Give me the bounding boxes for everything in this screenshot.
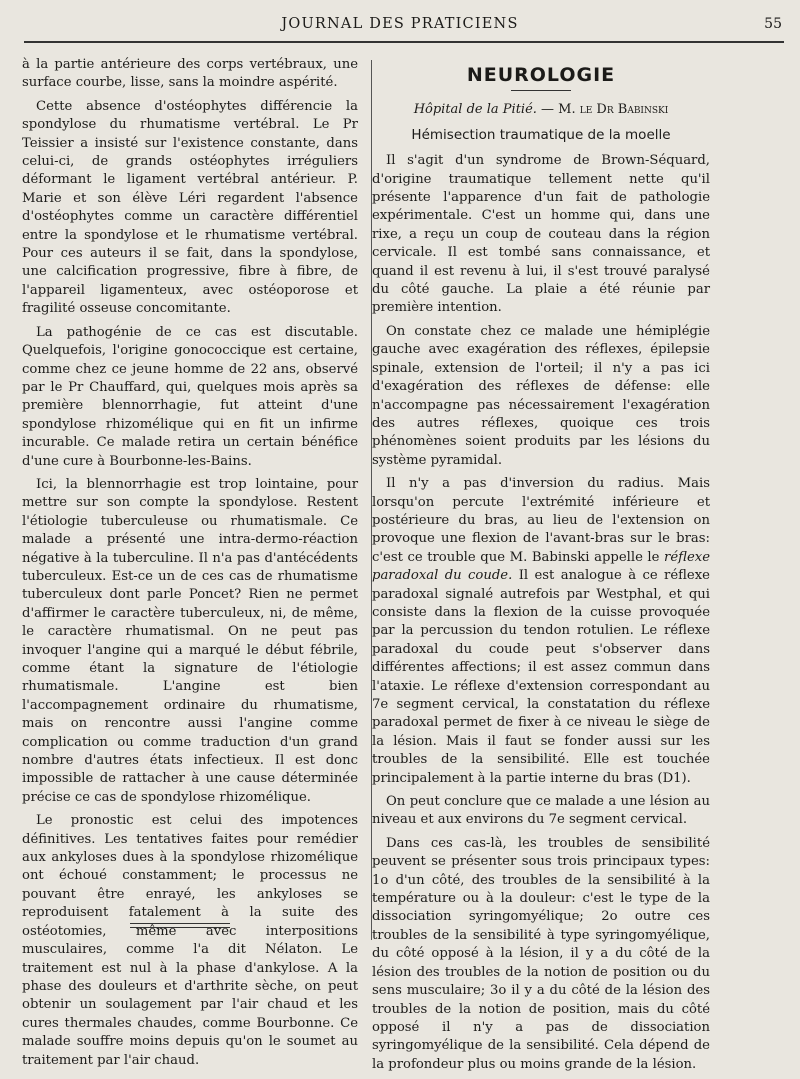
paragraph-text: Il n'y a pas d'inversion du radius. Mais lorsqu'on percute l'extrémité inférieure et postérieure du bras, au lieu de l'extension on provoque une flexion de l'avant-bras sur le bras: c'est ce trouble que M. Babinski appelle le [372, 476, 710, 565]
end-of-article-rule [130, 923, 230, 931]
emphasis-term: réflexe paradoxal du coude. [372, 549, 710, 584]
author-name: — M. le Dr Babinski [541, 102, 669, 118]
paragraph: On peut conclure que ce malade a une lésion au niveau et aux environs du 7e segment cervical. [372, 794, 710, 828]
hospital-name: Hôpital de la Pitié. [413, 102, 537, 118]
paragraph: Cette absence d'ostéophytes différencie la spondylose du rhumatisme vertébral. Le Pr Teissier a insisté sur l'existence constante, dans celui-ci, de grands ostéophytes irréguliers déformant le ligament vertébral antérieur. P. Marie et son élève Léri regardent l'absence d'ostéophytes comme un caractère différentiel entre la spondylose et le rhumatisme vertébral. Pour ces auteurs il se fait, dans la spondylose, une calcification progressive, fibre à fibre, de l'appareil ligamenteux, avec ostéoporose et fragilité osseuse concomitante. [22, 98, 358, 317]
running-header-title: JOURNAL DES PRATICIENS [281, 16, 519, 32]
article-title: Hémisection traumatique de la moelle [411, 126, 671, 143]
paragraph: On constate chez ce malade une hémiplégie gauche avec exagération des réflexes, épilepsie spinale, extension de l'orteil; il n'y a pas ici d'exagération des réflexes de défense: elle n'accompagne pas nécessairement l'exagération des autres réflexes, quoique ces trois phénomènes soient produits par les lésions du système pyramidal. [372, 323, 710, 468]
paragraph [372, 475, 710, 788]
article-byline [372, 101, 710, 119]
heading-rule [511, 90, 571, 91]
paragraph-text: Il est analogue à ce réflexe paradoxal signalé autrefois par Westphal, et qui consiste dans la flexion de la cuisse provoquée par la percussion du tendon rotulien. Le réflexe paradoxal du coude peut s'observer dans différentes affections; il est assez commun dans l'ataxie. Le réflexe d'extension correspondant au 7e segment cervical, la constatation du réflexe paradoxal permet de fixer à ce niveau le siège de la lésion. Mais il faut se fonder aussi sur les troubles de la sensibilité. Elle est touchée principalement à la partie interne du bras (D1). [372, 568, 710, 786]
right-column [372, 66, 710, 1079]
paragraph: Il s'agit d'un syndrome de Brown-Séquard, d'origine traumatique tellement nette qu'il présente l'apparence d'un fait de pathologie expérimentale. C'est un homme qui, dans une rixe, a reçu un coup de couteau dans la région cervicale. Il est tombé sans connaissance, et quand il est revenu à lui, il s'est trouvé paralysé du côté gauche. La plaie a été réunie par première intention. [372, 153, 710, 316]
page-number: 55 [764, 16, 782, 32]
paragraph: Le pronostic est celui des impotences définitives. Les tentatives faites pour remédier aux ankyloses dues à la spondylose rhizomélique ont échoué constamment; le processus ne pouvant être enrayé, les ankyloses se reproduisent fatalement à la suite des ostéotomies, même avec interpositions musculaires, comme l'a dit Nélaton. Le traitement est nul à la phase d'ankylose. A la phase des douleurs et d'arthrite sèche, on peut obtenir un soulagement par l'air chaud et les cures thermales chaudes, comme Bourbonne. Ce malade souffre moins depuis qu'on le soumet au traitement par l'air chaud. [22, 813, 358, 1068]
paragraph: à la partie antérieure des corps vertébraux, une surface courbe, lisse, sans la moindre aspérité. [22, 57, 358, 91]
section-heading: NEUROLOGIE [466, 64, 616, 86]
paragraph: Dans ces cas-là, les troubles de sensibilité peuvent se présenter sous trois principaux types: 1o d'un côté, des troubles de la sensibilité à la température ou à la douleur: c'est le type de la dissociation syringomyélique; 2o outre ces troubles de la sensibilité à type syringomyélique, du côté opposé à la lésion, il y a du côté de la lésion des troubles de la notion de position ou du sens musculaire; 3o il y a du côté de la lésion des troubles de la notion de position, mais du côté opposé il n'y a pas de dissociation syringomyélique de la sensibilité. Cela dépend de la profondeur plus ou moins grande de la lésion. [372, 835, 710, 1072]
paragraph: La pathogénie de ce cas est discutable. Quelquefois, l'origine gonococcique est certaine, comme chez ce jeune homme de 22 ans, observé par le Pr Chauffard, qui, quelques mois après sa première blennorrhagie, fut atteint d'une spondylose rhizomélique qui en fit un infirme incurable. Ce malade retira un certain bénéfice d'une cure à Bourbonne-les-Bains. [22, 324, 358, 469]
paragraph: Ici, la blennorrhagie est trop lointaine, pour mettre sur son compte la spondylose. Restent l'étiologie tuberculeuse ou rhumatismale. Ce malade a présenté une intra-dermo-réaction négative à la tuberculine. Il n'a pas d'antécédents tuberculeux. Est-ce un de ces cas de rhumatisme tuberculeux dont parle Poncet? Rien ne permet d'affirmer le caractère tuberculeux, ni, de même, le caractère rhumatismal. On ne peut pas invoquer l'angine qui a marqué le début fébrile, comme étant la signature de l'étiologie rhumatismale. L'angine est bien l'accompagnement ordinaire du rhumatisme, mais on rencontre aussi l'angine comme complication ou comme traduction d'un grand nombre d'autres états infectieux. Il est donc impossible de rattacher à une cause déterminée précise ce cas de spondylose rhizomélique. [22, 476, 358, 805]
header-rule [24, 41, 784, 43]
